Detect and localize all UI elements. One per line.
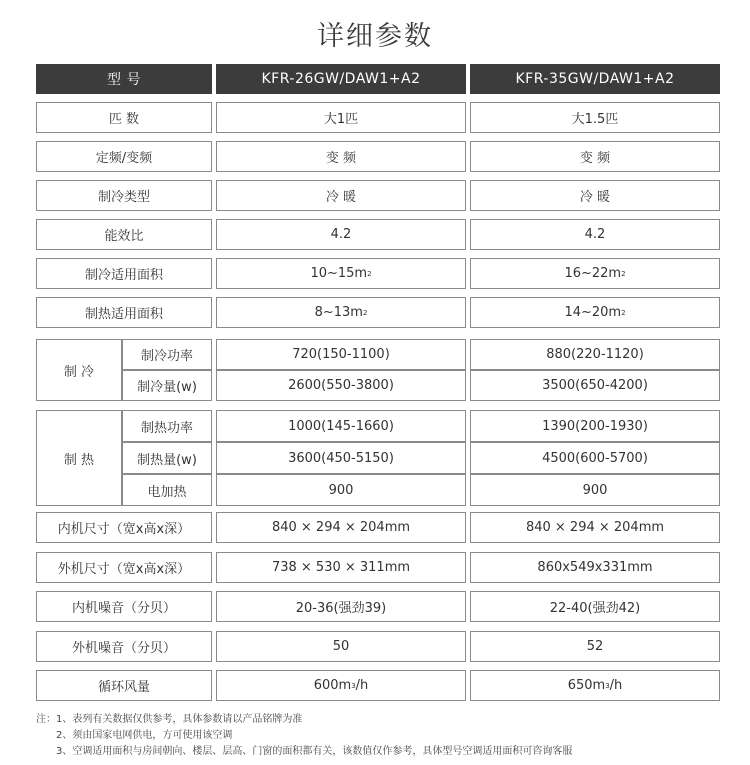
- row-value-2: 840 × 294 × 204mm: [470, 512, 720, 543]
- row-value-1: 8~13m 2: [216, 297, 466, 328]
- row-value-2: 1390(200-1930): [470, 410, 720, 442]
- row-value-2: 900: [470, 474, 720, 506]
- row-value-2: 22-40(强劲42): [470, 591, 720, 622]
- header-model-2: KFR-35GW/DAW1+A2: [470, 64, 720, 94]
- value-text: 650m: [567, 678, 606, 693]
- value-unit: /h: [355, 678, 369, 693]
- row-label: 匹 数: [36, 102, 212, 133]
- row-label: 循环风量: [36, 670, 212, 701]
- sub-row-label: 制热量(w): [122, 442, 212, 474]
- row-value-1: 冷 暖: [216, 180, 466, 211]
- row-value-2: 4500(600-5700): [470, 442, 720, 474]
- row-value-2: 4.2: [470, 219, 720, 250]
- row-value-1: 大1匹: [216, 102, 466, 133]
- sub-row-label: 制热功率: [122, 410, 212, 442]
- value-text: 16~22m: [564, 266, 622, 281]
- row-value-2: 大1.5匹: [470, 102, 720, 133]
- row-value-1: 10~15m 2: [216, 258, 466, 289]
- note-line: 3、空调适用面积与房间朝向、楼层、层高、门窗的面积都有关，该数值仅作参考，具体型号空调适用面积可咨询客服: [56, 746, 573, 757]
- row-value-2: 650m 3 /h: [470, 670, 720, 701]
- row-value-1: 720(150-1100): [216, 339, 466, 370]
- header-model-1: KFR-26GW/DAW1+A2: [216, 64, 466, 94]
- row-value-1: 2600(550-3800): [216, 370, 466, 401]
- row-label: 制热适用面积: [36, 297, 212, 328]
- sub-row-label: 制冷功率: [122, 339, 212, 370]
- value-text: 14~20m: [564, 305, 622, 320]
- row-label: 能效比: [36, 219, 212, 250]
- page-title: 详细参数: [317, 21, 433, 52]
- row-label: 外机尺寸（宽x高x深）: [36, 552, 212, 583]
- note-line: 2、须由国家电网供电，方可使用该空调: [56, 730, 233, 741]
- row-label: 内机尺寸（宽x高x深）: [36, 512, 212, 543]
- row-value-1: 20-36(强劲39): [216, 591, 466, 622]
- row-label: 制冷适用面积: [36, 258, 212, 289]
- sub-row-label: 制冷量(w): [122, 370, 212, 401]
- row-value-1: 3600(450-5150): [216, 442, 466, 474]
- row-label: 外机噪音（分贝）: [36, 631, 212, 662]
- group-label-cooling: 制 冷: [36, 339, 122, 401]
- row-label: 内机噪音（分贝）: [36, 591, 212, 622]
- row-value-2: 14~20m 2: [470, 297, 720, 328]
- value-unit: /h: [609, 678, 623, 693]
- header-model-label: 型 号: [36, 64, 212, 94]
- row-value-1: 变 频: [216, 141, 466, 172]
- row-label: 制冷类型: [36, 180, 212, 211]
- row-value-1: 4.2: [216, 219, 466, 250]
- note-line: 注：1、表列有关数据仅供参考，具体参数请以产品铭牌为准: [36, 714, 303, 725]
- row-value-2: 860x549x331mm: [470, 552, 720, 583]
- row-value-1: 50: [216, 631, 466, 662]
- row-value-2: 3500(650-4200): [470, 370, 720, 401]
- row-value-2: 52: [470, 631, 720, 662]
- value-text: 600m: [313, 678, 352, 693]
- row-value-2: 880(220-1120): [470, 339, 720, 370]
- sub-row-label: 电加热: [122, 474, 212, 506]
- row-value-1: 600m 3 /h: [216, 670, 466, 701]
- value-text: 8~13m: [314, 305, 363, 320]
- group-label-heating: 制 热: [36, 410, 122, 506]
- row-value-1: 738 × 530 × 311mm: [216, 552, 466, 583]
- row-label: 定频/变频: [36, 141, 212, 172]
- value-text: 10~15m: [310, 266, 368, 281]
- footnotes: [36, 712, 572, 760]
- row-value-2: 变 频: [470, 141, 720, 172]
- row-value-1: 1000(145-1660): [216, 410, 466, 442]
- row-value-2: 冷 暖: [470, 180, 720, 211]
- row-value-2: 16~22m 2: [470, 258, 720, 289]
- row-value-1: 900: [216, 474, 466, 506]
- row-value-1: 840 × 294 × 204mm: [216, 512, 466, 543]
